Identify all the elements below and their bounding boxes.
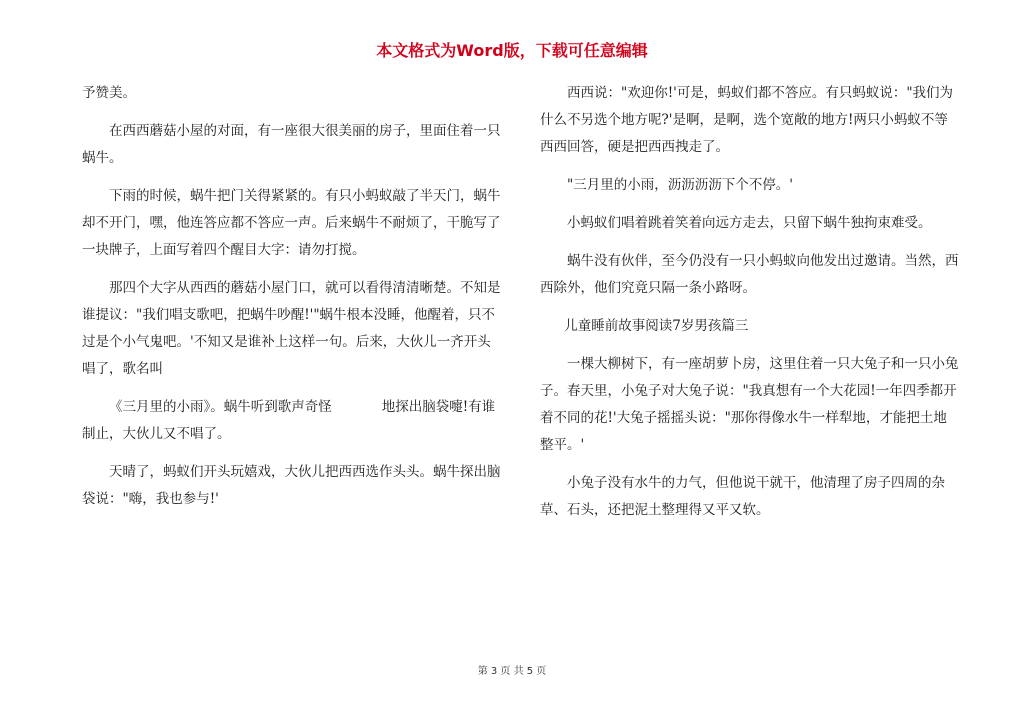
paragraph: 下雨的时候，蜗牛把门关得紧紧的。有只小蚂蚁敲了半天门，蜗牛却不开门，嘿，他连答应都不答应一声。后来蜗牛不耐烦了，干脆写了一块牌子，上面写着四个醒目大字：请勿打搅。 [82,188,501,258]
paragraph: 予赞美。 [82,85,136,101]
paragraph: 天晴了，蚂蚁们开头玩嬉戏，大伙儿把西西选作头头。蜗牛探出脑袋说："嗨，我也参与!' [82,464,501,507]
paragraph: 小蚂蚁们唱着跳着笑着向远方走去，只留下蜗牛独拘束难受。 [567,215,932,231]
paragraph-part: 《三月里的小雨》。蜗牛听到歌声奇怪 [109,399,332,415]
paragraph-part: 地探出脑袋嚏!有谁制止，大伙儿又不唱了。 [82,399,496,442]
paragraph: 西西说："欢迎你!'可是，蚂蚁们都不答应。有只蚂蚁说："我们为什么不另选个地方呢?'是啊，是啊，选个宽敞的地方!两只小蚂蚁不等西西回答，硬是把西西拽走了。 [540,85,954,155]
paragraph: 小兔子没有水牛的力气，但他说干就干，他清理了房子四周的杂草、石头，还把泥土整理得又平又软。 [540,475,945,518]
page-number: 第 3 页 共 5 页 [477,666,547,677]
right-column [540,80,960,535]
section-title: 儿童睡前故事阅读7岁男孩篇三 [564,318,749,334]
left-column [82,80,502,524]
paragraph: 在西西蘑菇小屋的对面，有一座很大很美丽的房子，里面住着一只蜗牛。 [82,123,501,166]
watermark-banner: 本文格式为Word版，下载可任意编辑 [376,41,648,60]
paragraph: 那四个大字从西西的蘑菇小屋门口，就可以看得清清晰楚。不知是谁提议："我们唱支歌吧，把蜗牛吵醒!'"蜗牛根本没睡，他醒着，只不过是个小气鬼吧。'不知又是谁补上这样一句。后来，大伙儿一齐开头唱了，歌名叫 [82,280,501,377]
paragraph: 一棵大柳树下，有一座胡萝卜房，这里住着一只大兔子和一只小兔子。春天里，小兔子对大兔子说："我真想有一个大花园!一年四季都开着不同的花!'大兔子摇摇头说："那你得像水牛一样犁地，才能把土地整平。' [540,356,959,453]
paragraph: 蜗牛没有伙伴，至今仍没有一只小蚂蚁向他发出过邀请。当然，西西除外，他们究竟只隔一条小路呀。 [540,253,959,296]
paragraph: "三月里的小雨，沥沥沥沥下个不停。' [567,177,793,193]
paragraph [82,394,502,448]
